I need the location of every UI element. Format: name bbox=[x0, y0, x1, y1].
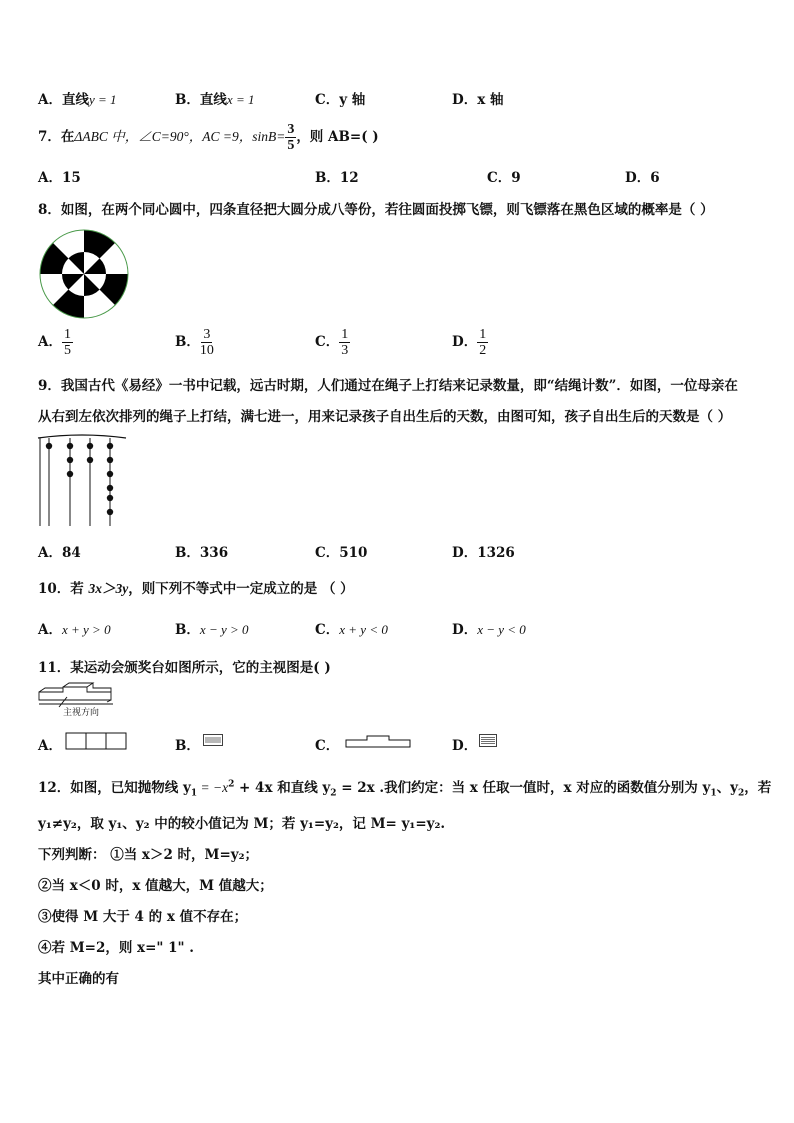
q10-option-d[interactable]: D．x − y < 0 bbox=[452, 622, 526, 638]
q12-conclusion: 其中正确的有 bbox=[38, 971, 119, 987]
q7-option-d[interactable]: D．6 bbox=[625, 170, 660, 186]
podium-figure bbox=[37, 680, 113, 720]
q10-option-c[interactable]: C．x + y < 0 bbox=[315, 622, 388, 638]
q8-option-d[interactable]: D． $\frac{1}{2}$ bbox=[452, 327, 487, 358]
q9-option-c[interactable]: C．510 bbox=[315, 545, 368, 561]
option-a-front-view bbox=[65, 732, 127, 750]
option-b-front-view bbox=[203, 734, 223, 746]
q10-option-b[interactable]: B．x − y > 0 bbox=[175, 622, 249, 638]
q11-option-d[interactable]: D． bbox=[452, 738, 478, 754]
q12-judgement-2: ②当 x＜0 时，x 值越大，M 值越大； bbox=[38, 878, 273, 894]
q6-option-b[interactable]: B．直线x = 1 bbox=[175, 92, 255, 108]
q10-option-a[interactable]: A．x + y > 0 bbox=[38, 622, 111, 638]
knotted-rope-figure bbox=[37, 432, 127, 528]
q7-fraction: $\frac{3}{5}$ bbox=[287, 122, 295, 153]
rope-top-bar bbox=[38, 435, 126, 438]
q10-stem: 10．若 3x＞3y，则下列不等式中一定成立的是 （ ） bbox=[38, 581, 354, 597]
q9-stem-line1: 9．我国古代《易经》一书中记载，远古时期，人们通过在绳子上打结来记录数量，即“结绳计数”．如图，一位母亲在 bbox=[38, 378, 738, 394]
q11-option-a[interactable]: A． bbox=[38, 738, 62, 754]
q6-option-c[interactable]: C．y 轴 bbox=[315, 92, 366, 108]
q7-stem: 7．在ΔABC 中，∠C=90°，AC =9，sinB= $\frac{3}{5}$ ，则 AB=( ) bbox=[38, 122, 379, 153]
q9-option-b[interactable]: B．336 bbox=[175, 545, 229, 561]
q8-stem: 8．如图，在两个同心圆中，四条直径把大圆分成八等份，若往圆面投掷飞镖，则飞镖落在黑色区域的概率是（ ） bbox=[38, 202, 714, 218]
q11-option-b[interactable]: B． bbox=[175, 738, 200, 754]
option-c-front-view bbox=[345, 734, 411, 748]
q11-stem: 11．某运动会颁奖台如图所示，它的主视图是( ) bbox=[38, 660, 331, 676]
dartboard-figure bbox=[39, 229, 129, 319]
q12-stem-line2: y₁≠y₂，取 y₁、y₂ 中的较小值记为 M；若 y₁=y₂，记 M= y₁=y₂. bbox=[38, 816, 446, 832]
q11-option-c[interactable]: C． bbox=[315, 738, 340, 754]
q12-judgement-1: 下列判断： ①当 x＞2 时，M=y₂； bbox=[38, 847, 259, 863]
q12-stem-line1: 12．如图，已知抛物线 $y_1 = -x^2 + 4x$ 和直线 $y_2 = 2x$ .我们约定：当 x 任取一值时，x 对应的函数值分别为 $y_1$、$y_2$，若 bbox=[38, 779, 772, 799]
q9-option-a[interactable]: A．84 bbox=[38, 545, 81, 561]
q9-stem-line2: 从右到左依次排列的绳子上打结，满七进一，用来记录孩子自出生后的天数，由图可知，孩子自出生后的天数是（ ） bbox=[38, 409, 732, 425]
q8-option-a[interactable]: A． $\frac{1}{5}$ bbox=[38, 327, 71, 358]
q12-judgement-4: ④若 M=2，则 x=" 1" . bbox=[38, 940, 194, 956]
q6-option-d[interactable]: D．x 轴 bbox=[452, 92, 504, 108]
rope-knots bbox=[46, 443, 113, 515]
q9-option-d[interactable]: D．1326 bbox=[452, 545, 515, 561]
q12-judgement-3: ③使得 M 大于 4 的 x 值不存在； bbox=[38, 909, 248, 925]
q6-option-a[interactable]: A．直线y = 1 bbox=[38, 92, 117, 108]
q7-option-c[interactable]: C．9 bbox=[487, 170, 521, 186]
q8-option-b[interactable]: B． $\frac{3}{10}$ bbox=[175, 327, 214, 358]
q7-option-b[interactable]: B．12 bbox=[315, 170, 359, 186]
q8-option-c[interactable]: C． $\frac{1}{3}$ bbox=[315, 327, 349, 358]
option-d-front-view bbox=[479, 734, 497, 747]
podium-caption: 主视方向 bbox=[63, 708, 100, 718]
q7-option-a[interactable]: A．15 bbox=[38, 170, 81, 186]
